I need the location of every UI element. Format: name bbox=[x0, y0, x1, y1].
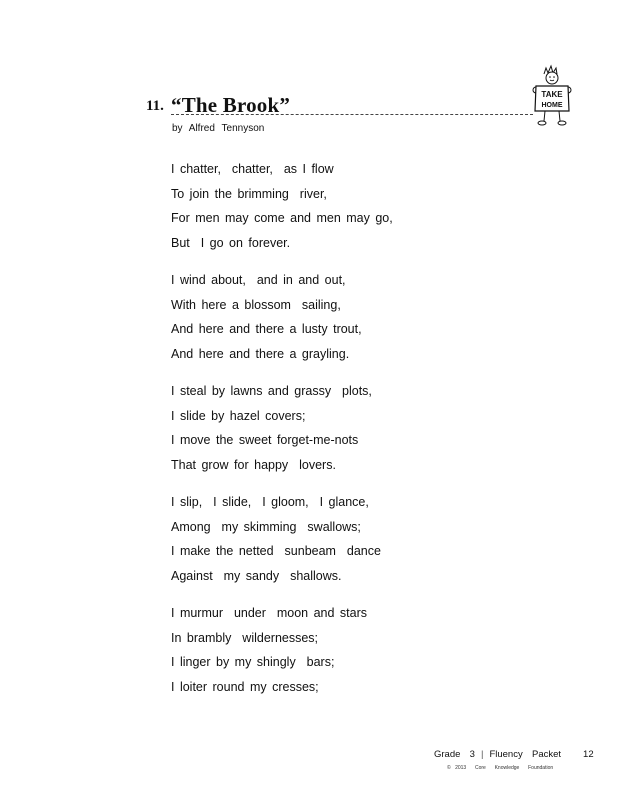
poem-line: I murmur under moon and stars bbox=[171, 606, 368, 620]
copyright-notice: © 2013 Core Knowledge Foundation bbox=[447, 765, 554, 771]
poem-body bbox=[171, 157, 531, 712]
poem-line: I slide by hazel covers; bbox=[171, 408, 306, 423]
poem-line: I chatter, chatter, as I flow bbox=[171, 162, 334, 176]
poem-line: Against my sandy shallows. bbox=[171, 568, 342, 583]
footer-separator: | bbox=[480, 749, 484, 760]
poem-line: I loiter round my cresses; bbox=[171, 679, 319, 694]
footer-grade: Grade 3 bbox=[434, 749, 475, 760]
poem-title: “The Brook” bbox=[171, 93, 291, 117]
poem-line: And here and there a grayling. bbox=[171, 346, 350, 361]
poem-line: For men may come and men may go, bbox=[171, 211, 393, 225]
poem-line: And here and there a lusty trout, bbox=[171, 322, 362, 336]
poem-line: But I go on forever. bbox=[171, 235, 291, 250]
take-home-icon bbox=[530, 64, 574, 130]
poem-line: I make the netted sunbeam dance bbox=[171, 544, 381, 558]
stanza bbox=[171, 157, 531, 255]
poem-line: I linger by my shingly bars; bbox=[171, 655, 335, 669]
badge-text-home: HOME bbox=[541, 102, 563, 109]
poem-author: by Alfred Tennyson bbox=[172, 123, 265, 134]
poem-line: I steal by lawns and grassy plots, bbox=[171, 384, 372, 398]
poem-line: In brambly wildernesses; bbox=[171, 630, 319, 645]
footer-packet: Fluency Packet bbox=[489, 749, 562, 760]
poem-line: To join the brimming river, bbox=[171, 186, 327, 201]
title-underline bbox=[171, 114, 533, 115]
poem-line: I wind about, and in and out, bbox=[171, 273, 346, 287]
badge-text-take: TAKE bbox=[541, 90, 563, 99]
stanza bbox=[171, 490, 531, 588]
poem-line: I move the sweet forget-me-nots bbox=[171, 433, 359, 447]
page-footer bbox=[434, 749, 594, 760]
stanza bbox=[171, 379, 531, 477]
stanza bbox=[171, 601, 531, 699]
section-number: 11. bbox=[146, 98, 164, 114]
stanza bbox=[171, 268, 531, 366]
poem-line: I slip, I slide, I gloom, I glance, bbox=[171, 495, 369, 509]
page-number: 12 bbox=[583, 749, 594, 760]
poem-line: Among my skimming swallows; bbox=[171, 519, 361, 534]
poem-line: That grow for happy lovers. bbox=[171, 457, 336, 472]
poem-line: With here a blossom sailing, bbox=[171, 297, 341, 312]
